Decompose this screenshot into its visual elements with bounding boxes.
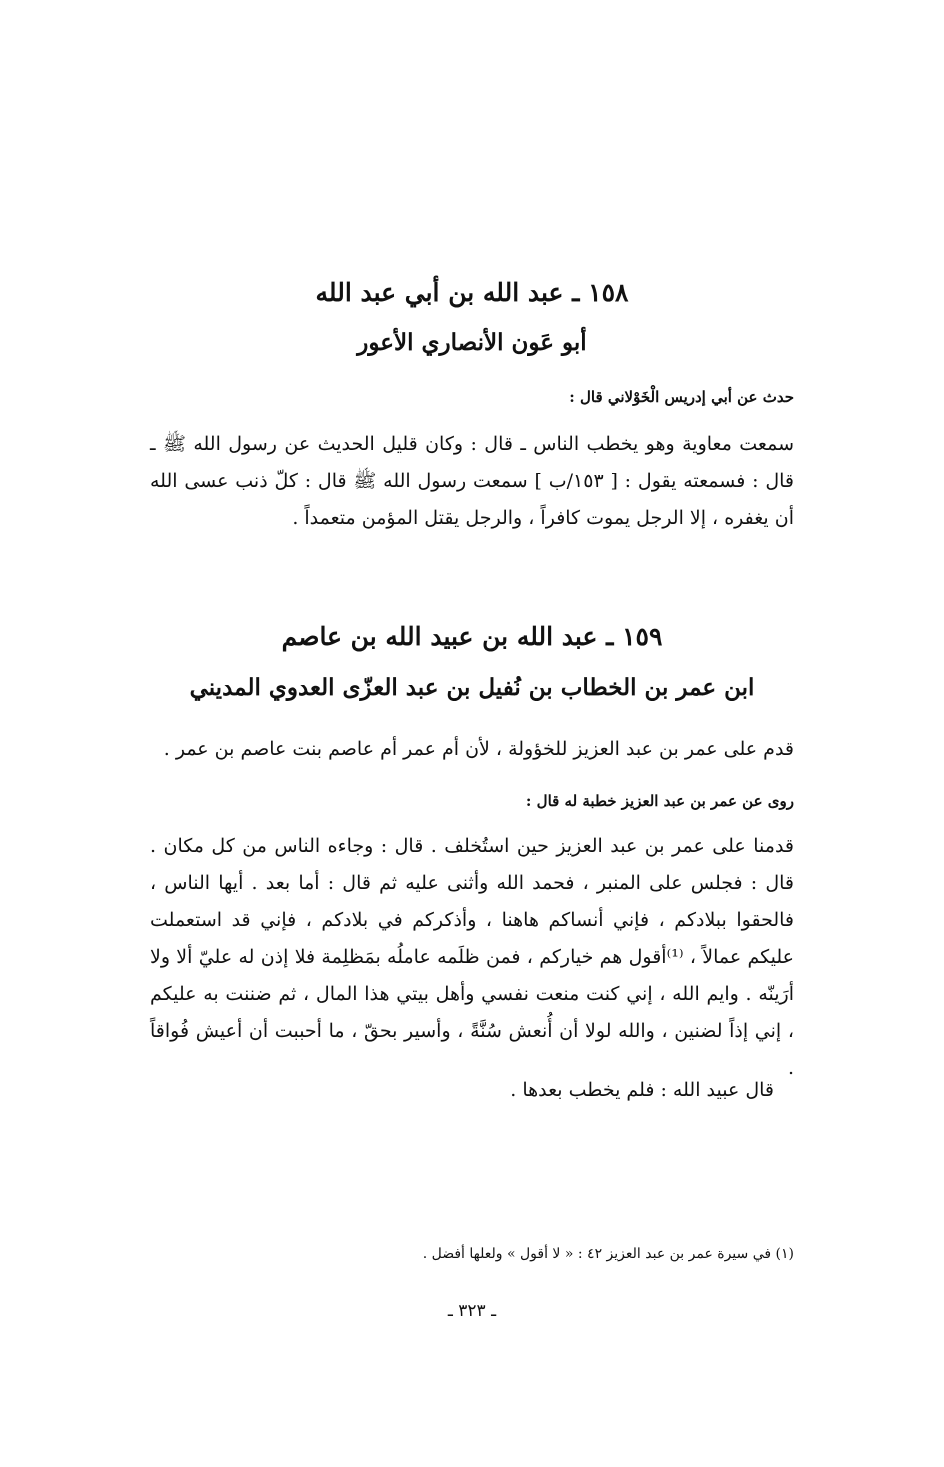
footnote: (١) في سيرة عمر بن عبد العزيز ٤٢ : « لا أقول » ولعلها أفضل .: [422, 1246, 794, 1262]
page-number: ـ ٣٢٣ ـ: [447, 1301, 497, 1321]
entry-158-paragraph: سمعت معاوية وهو يخطب الناس ـ قال : وكان قليل الحديث عن رسول الله ﷺ ـ قال : فسمعته يقول : [ ١٥٣/ب ] سمعت رسول الله ﷺ قال : كلّ ذنب عسى الله أن يغفره ، إلا الرجل يموت كافراً ، والرجل يقتل المؤمن متعمداً .: [150, 433, 794, 529]
entry-159-intro: قدم على عمر بن عبد العزيز للخؤولة ، لأن أم عمر أم عاصم بنت عاصم بن عمر .: [163, 738, 794, 760]
entry-159-subtitle: ابن عمر بن الخطاب بن نُفيل بن عبد العزّى العدوي المديني: [189, 674, 755, 701]
entry-159-closing-paragraph: قال عبيد الله : فلم يخطب بعدها .: [510, 1079, 774, 1101]
entry-158-title: ١٥٨ ـ عبد الله بن أبي عبد الله: [315, 278, 629, 307]
footnote-divider: [520, 1232, 790, 1233]
entry-158-isnad: حدث عن أبي إدريس الْخَوْلاني قال :: [569, 388, 794, 406]
entry-159-isnad: روى عن عمر بن عبد العزيز خطبة له قال :: [525, 792, 794, 810]
entry-159-paragraph: قدمنا على عمر بن عبد العزيز حين استُخلف . قال : وجاءه الناس من كل مكان . قال : فجلس على المنبر ، فحمد الله وأثنى عليه ثم قال : أما بعد . أيها الناس ، فالحقوا ببلادكم ، فإني أنساكم هاهنا ، وأذكركم في بلادكم ، فإني قد استعملت عليكم عمالاً ، ⁽¹⁾أقول هم خياركم ، فمن ظلَمه عاملُه بمَظلِمة فلا إذن له عليّ ألا ولا أرَينّه . وايم الله ، إني كنت منعت نفسي وأهل بيتي هذا المال ، ثم ضننت به عليكم ، إني إذاً لضنين ، والله لولا أن أُنعش سُنَّةً ، وأسير بحقّ ، ما أحببت أن أعيش فُواقاً .: [150, 835, 794, 1079]
entry-158-subtitle: أبو عَون الأنصاري الأعور: [357, 329, 587, 356]
entry-159-title: ١٥٩ ـ عبد الله بن عبيد الله بن عاصم: [281, 622, 663, 651]
